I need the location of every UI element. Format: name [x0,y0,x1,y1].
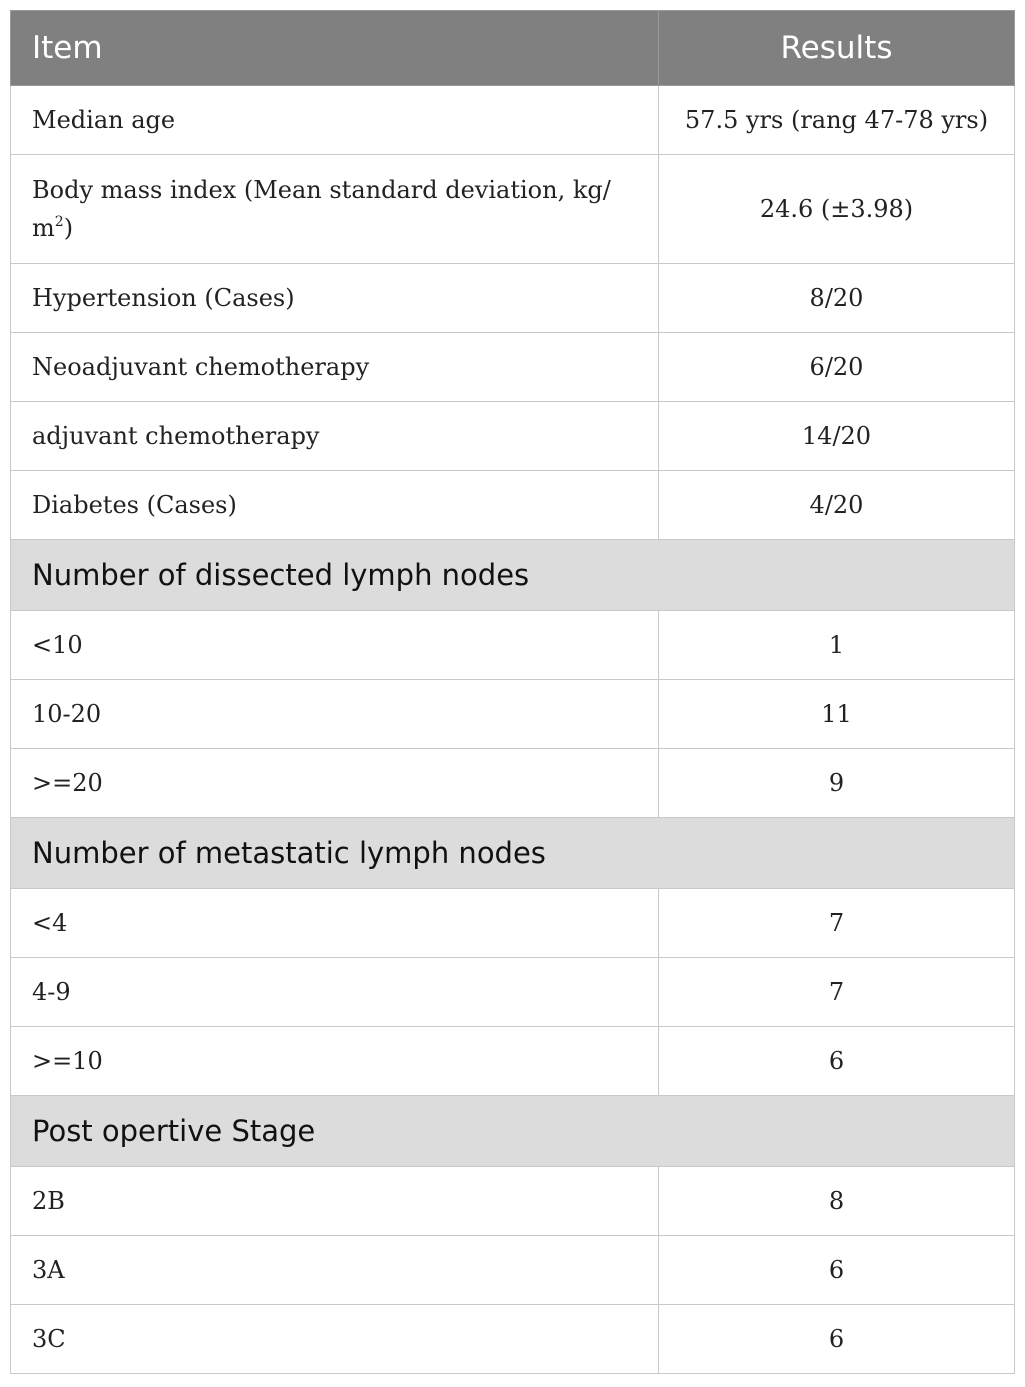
header-row [11,11,1015,86]
table-row [11,958,1015,1027]
row-result-bmi: 24.6 (±3.98) [659,155,1015,264]
row-result: 6 [659,1305,1015,1374]
row-result-adjuvant: 14/20 [659,402,1015,471]
row-result: 9 [659,749,1015,818]
row-item: <10 [11,611,659,680]
table-row [11,889,1015,958]
row-result: 7 [659,889,1015,958]
section-title: Post opertive Stage [11,1096,1015,1167]
section-header-stage [11,1096,1015,1167]
table-row [11,86,1015,155]
row-item-diabetes: Diabetes (Cases) [11,471,659,540]
row-result: 8 [659,1167,1015,1236]
bmi-label-tail: ) [63,214,74,242]
table-row [11,1305,1015,1374]
section-header-dissected [11,540,1015,611]
row-item: >=20 [11,749,659,818]
row-result: 7 [659,958,1015,1027]
table-row [11,264,1015,333]
row-item: <4 [11,889,659,958]
section-header-metastatic [11,818,1015,889]
row-item-neoadjuvant: Neoadjuvant chemotherapy [11,333,659,402]
table-body [11,86,1015,1374]
results-table [10,10,1015,1374]
table-row [11,155,1015,264]
table-header [11,11,1015,86]
row-item: >=10 [11,1027,659,1096]
row-item: 4-9 [11,958,659,1027]
row-result-hypertension: 8/20 [659,264,1015,333]
row-result: 6 [659,1236,1015,1305]
row-result-diabetes: 4/20 [659,471,1015,540]
bmi-unit-exponent: 2 [54,214,64,230]
table-row [11,402,1015,471]
row-item: 3A [11,1236,659,1305]
row-item-median-age: Median age [11,86,659,155]
section-title: Number of dissected lymph nodes [11,540,1015,611]
row-result: 6 [659,1027,1015,1096]
table-row [11,471,1015,540]
table-row [11,680,1015,749]
row-result: 1 [659,611,1015,680]
table-row [11,749,1015,818]
row-item-hypertension: Hypertension (Cases) [11,264,659,333]
column-header-results: Results [659,11,1015,86]
column-header-item: Item [11,11,659,86]
row-item: 3C [11,1305,659,1374]
row-result-neoadjuvant: 6/20 [659,333,1015,402]
table-row [11,1027,1015,1096]
row-item: 10-20 [11,680,659,749]
row-item-adjuvant: adjuvant chemotherapy [11,402,659,471]
table-row [11,1167,1015,1236]
row-result-median-age: 57.5 yrs (rang 47-78 yrs) [659,86,1015,155]
section-title: Number of metastatic lymph nodes [11,818,1015,889]
table-row [11,1236,1015,1305]
row-item-bmi [11,155,659,264]
table-row [11,611,1015,680]
row-item: 2B [11,1167,659,1236]
table-row [11,333,1015,402]
row-result: 11 [659,680,1015,749]
bmi-label: Body mass index (Mean standard deviation, kg/ m [32,176,611,242]
